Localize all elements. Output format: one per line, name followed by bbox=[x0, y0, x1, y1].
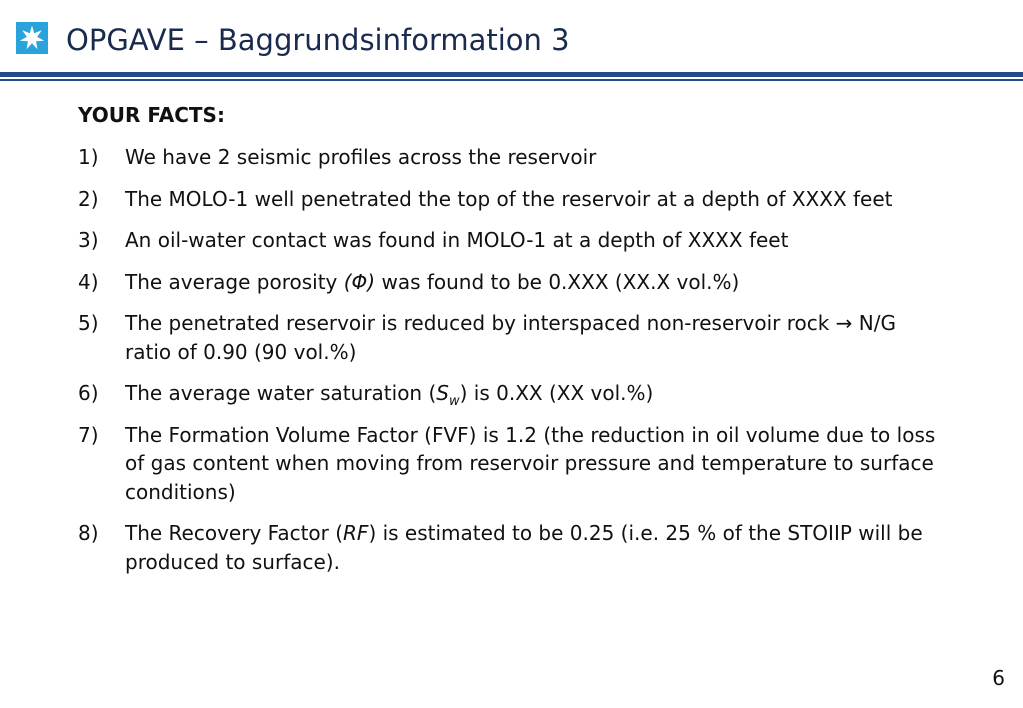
fact-text bbox=[125, 309, 938, 366]
fact-item bbox=[78, 143, 938, 172]
fact-text-segment: The MOLO-1 well penetrated the top of the reservoir at a depth of XXXX feet bbox=[125, 186, 893, 211]
fact-text-segment: w bbox=[448, 394, 460, 409]
seven-point-star-icon bbox=[18, 24, 46, 52]
fact-number: 1) bbox=[78, 145, 99, 169]
fact-text-segment: ) is 0.XX (XX vol.%) bbox=[459, 381, 654, 405]
fact-text-segment: was found to be 0.XXX (XX.X vol.%) bbox=[375, 269, 740, 294]
fact-number: 8) bbox=[78, 521, 99, 545]
company-logo bbox=[16, 22, 48, 54]
fact-text-segment: S bbox=[436, 381, 449, 405]
fact-item bbox=[78, 268, 938, 297]
fact-text bbox=[125, 379, 938, 408]
fact-text-segment: (Φ) bbox=[343, 269, 376, 294]
fact-item bbox=[78, 519, 938, 576]
header-rule-thick bbox=[0, 72, 1023, 77]
header-rule-thin bbox=[0, 79, 1023, 81]
fact-item bbox=[78, 421, 938, 507]
fact-text bbox=[125, 143, 938, 172]
fact-text-segment: An oil-water contact was found in MOLO-1 at a depth of XXXX feet bbox=[125, 228, 789, 252]
facts-list bbox=[78, 143, 938, 576]
fact-item bbox=[78, 309, 938, 366]
fact-text-segment: ) is estimated to be 0.25 (i.e. 25 % of the STOIIP will be produced to surface). bbox=[125, 521, 923, 574]
fact-text bbox=[125, 226, 938, 255]
fact-text bbox=[125, 519, 938, 576]
fact-item bbox=[78, 185, 938, 214]
fact-text-segment: The Recovery Factor ( bbox=[125, 521, 344, 545]
fact-item bbox=[78, 226, 938, 255]
fact-text-segment: RF bbox=[343, 521, 369, 545]
fact-text-segment: The average water saturation ( bbox=[125, 381, 437, 405]
fact-text bbox=[125, 421, 938, 507]
fact-text bbox=[125, 185, 938, 214]
fact-item bbox=[78, 379, 938, 408]
fact-number: 5) bbox=[78, 311, 99, 335]
fact-text bbox=[125, 268, 938, 297]
fact-text-segment: We have 2 seismic profiles across the reservoir bbox=[125, 145, 597, 169]
fact-number: 3) bbox=[78, 228, 99, 252]
fact-number: 7) bbox=[78, 422, 99, 447]
fact-text-segment: The Formation Volume Factor (FVF) is 1.2 (the reduction in oil volume due to loss of gas content when moving from reservoir pressure and temperature to surface conditions) bbox=[125, 422, 936, 504]
fact-number: 2) bbox=[78, 186, 99, 211]
slide-content bbox=[78, 100, 938, 589]
page-number: 6 bbox=[992, 666, 1005, 690]
fact-number: 4) bbox=[78, 269, 99, 294]
fact-number: 6) bbox=[78, 381, 99, 405]
page-title: OPGAVE – Baggrundsinformation 3 bbox=[66, 23, 570, 57]
fact-text-segment: The penetrated reservoir is reduced by interspaced non-reservoir rock → N/G ratio of 0.90 (90 vol.%) bbox=[125, 311, 896, 364]
facts-heading: YOUR FACTS: bbox=[78, 103, 225, 127]
fact-text-segment: The average porosity bbox=[125, 269, 344, 294]
